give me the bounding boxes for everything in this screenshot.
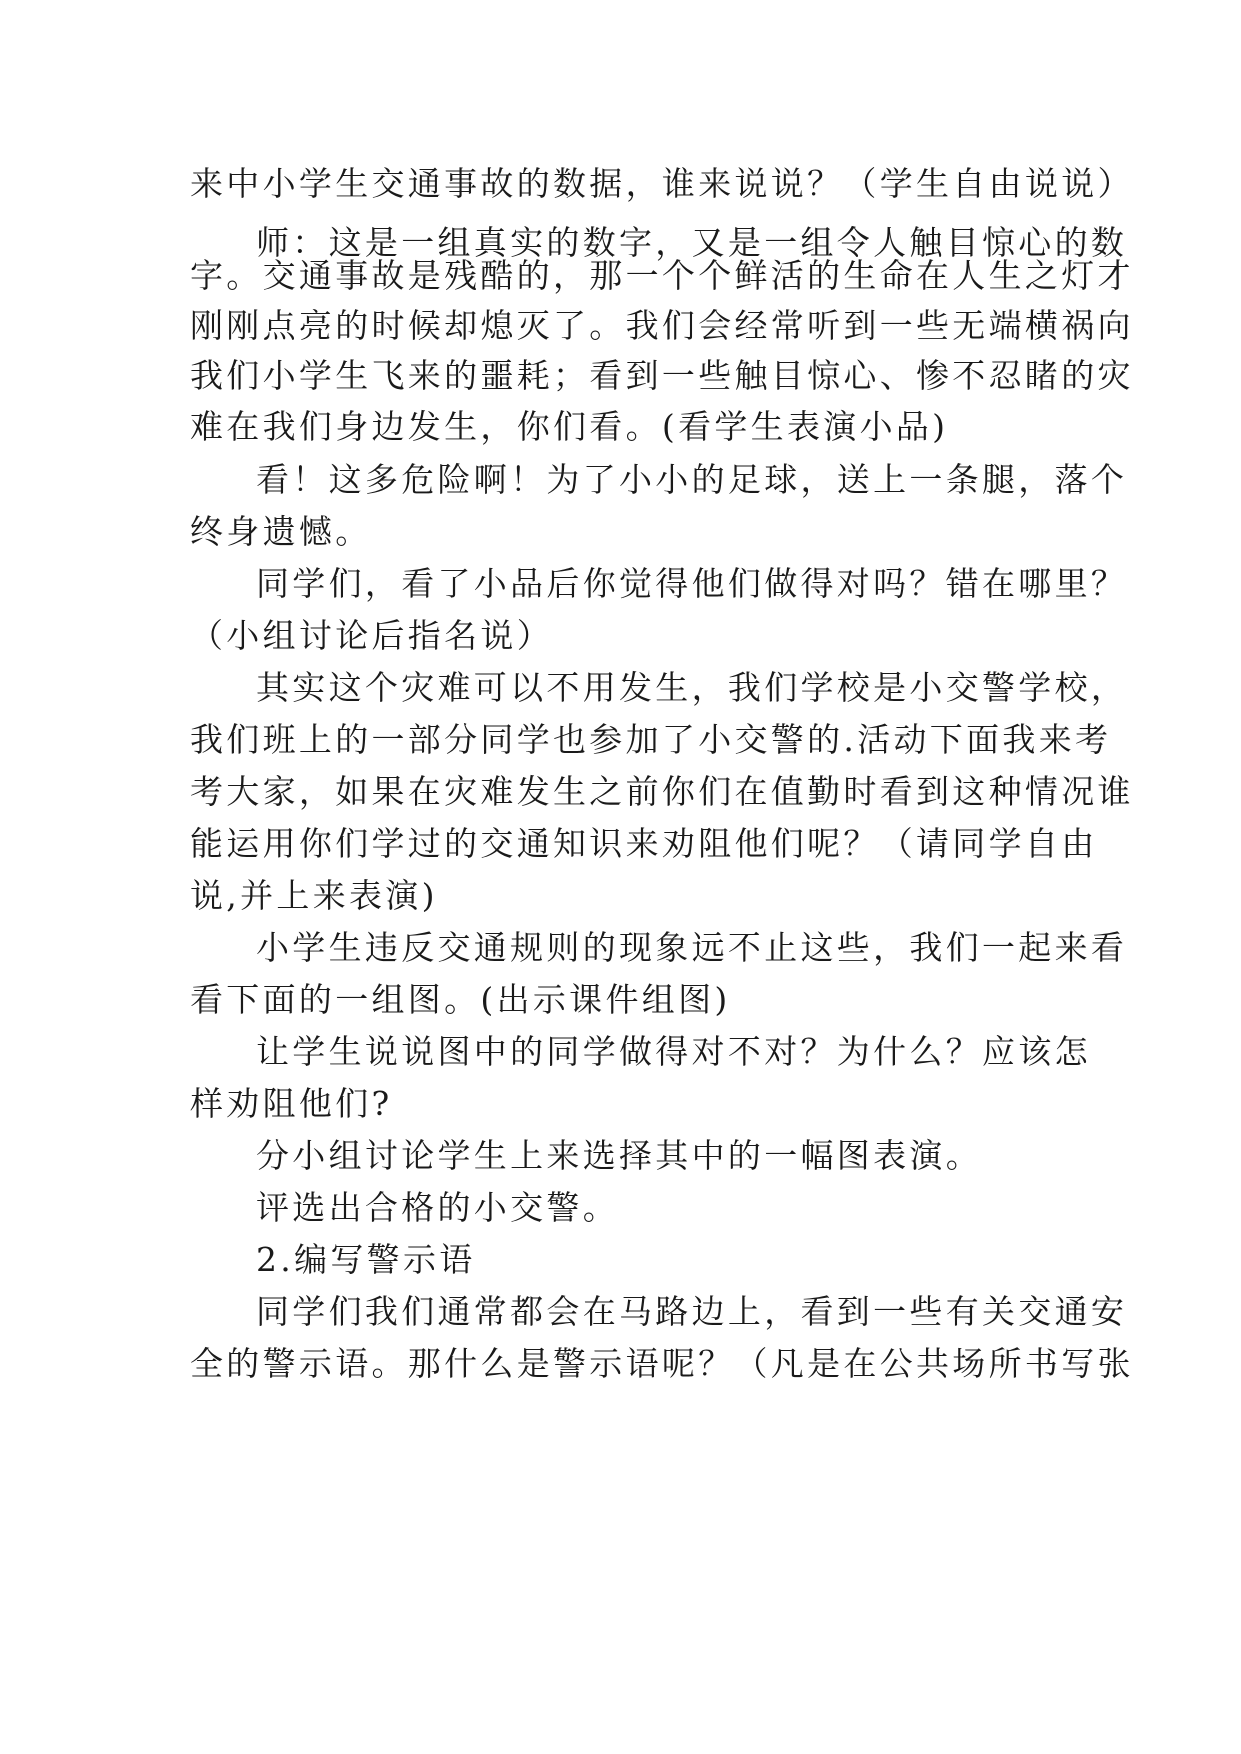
text-line: 难在我们身边发生，你们看。(看学生表演小品)	[190, 407, 949, 446]
text-line: 考大家，如果在灾难发生之前你们在值勤时看到这种情况谁	[190, 772, 1134, 811]
text-line: 全的警示语。那什么是警示语呢？（凡是在公共场所书写张	[190, 1344, 1134, 1383]
text-line: 字。交通事故是残酷的，那一个个鲜活的生命在人生之灯才	[190, 256, 1134, 295]
text-line: 分小组讨论学生上来选择其中的一幅图表演。	[256, 1136, 982, 1175]
text-line: 来中小学生交通事故的数据，谁来说说？（学生自由说说）	[190, 164, 1134, 203]
text-line: 2.编写警示语	[256, 1240, 476, 1279]
text-line: 说,并上来表演)	[190, 876, 438, 915]
text-line: 其实这个灾难可以不用发生，我们学校是小交警学校，	[256, 668, 1128, 707]
text-line: 同学们，看了小品后你觉得他们做得对吗？错在哪里？	[256, 564, 1128, 603]
text-line: 小学生违反交通规则的现象远不止这些，我们一起来看	[256, 928, 1128, 967]
text-line: 终身遗憾。	[190, 512, 372, 551]
text-line: 刚刚点亮的时候却熄灭了。我们会经常听到一些无端横祸向	[190, 306, 1134, 345]
text-line: 师：这是一组真实的数字，又是一组令人触目惊心的数	[256, 223, 1128, 262]
text-line: 我们班上的一部分同学也参加了小交警的.活动下面我来考	[190, 720, 1112, 759]
text-line: 看下面的一组图。(出示课件组图)	[190, 980, 731, 1019]
text-line: 看！这多危险啊！为了小小的足球，送上一条腿，落个	[256, 460, 1128, 499]
text-line: 样劝阻他们?	[190, 1084, 393, 1123]
text-line: 同学们我们通常都会在马路边上，看到一些有关交通安	[256, 1292, 1128, 1331]
text-line: 我们小学生飞来的噩耗；看到一些触目惊心、惨不忍睹的灾	[190, 356, 1134, 395]
text-line: 让学生说说图中的同学做得对不对？为什么？应该怎	[256, 1032, 1091, 1071]
text-line: （小组讨论后指名说）	[190, 616, 553, 655]
text-line: 评选出合格的小交警。	[256, 1188, 619, 1227]
text-line: 能运用你们学过的交通知识来劝阻他们呢？（请同学自由	[190, 824, 1098, 863]
